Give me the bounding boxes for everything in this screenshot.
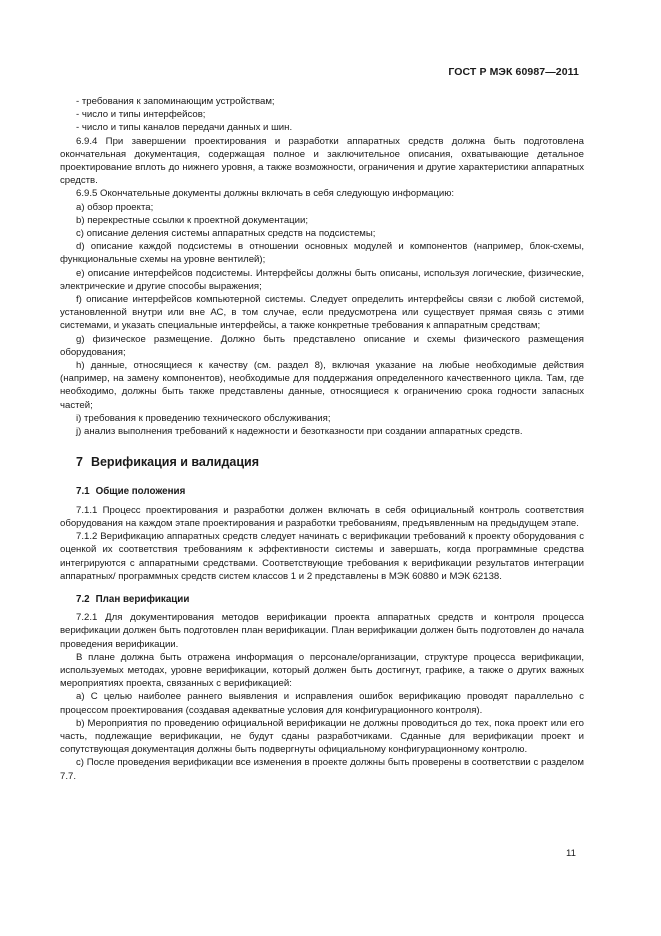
list-item: - число и типы каналов передачи данных и шин. (76, 122, 293, 134)
paragraph-7-1-1: 7.1.1 Процесс проектирования и разработки должен включать в себя официальный контроль соответствия оборудования на каждом этапе проектирования и разработки требованиям, предъявленным на предыдущем этапе. (60, 504, 584, 529)
list-item: - число и типы интерфейсов; (76, 109, 206, 121)
paragraph-7-2-1: 7.2.1 Для документирования методов верификации проекта аппаратных средств и контроля процесса верификации должен быть подготовлен план верификации. План верификации должен быть подготовлен до начала проведения верификации. (60, 612, 584, 650)
page-content (60, 95, 584, 783)
section-number: 7 (76, 455, 83, 470)
list-item: a) обзор проекта; (76, 201, 154, 213)
subsection-heading-7-2 (76, 593, 584, 606)
list-item: c) описание деления системы аппаратных средств на подсистемы; (76, 228, 376, 240)
list-item: h) данные, относящиеся к качеству (см. раздел 8), включая указание на любые необходимые действия (например, на замену компонентов), необходимые для поддержания определенного качественного цикла. Там, где необходимо, должны быть также представлены данные, относящиеся к ограничению срока годности запасных частей; (60, 360, 584, 411)
list-item: i) требования к проведению технического обслуживания; (76, 412, 331, 424)
paragraph-6-9-5: 6.9.5 Окончательные документы должны включать в себя следующую информацию: (76, 188, 455, 200)
list-item: j) анализ выполнения требований к надежности и безотказности при создании аппаратных средств. (76, 426, 523, 438)
subsection-title: Общие положения (95, 486, 186, 498)
document-header: ГОСТ Р МЭК 60987—2011 (448, 66, 579, 78)
list-item: - требования к запоминающим устройствам; (76, 96, 275, 107)
section-heading-7 (76, 456, 584, 469)
subsection-title: План верификации (95, 593, 190, 605)
list-item: g) физическое размещение. Должно быть представлено описание и схемы физического размещения оборудования; (60, 333, 584, 358)
list-item: c) После проведения верификации все изменения в проекте должны быть проверены в соответствии с разделом 7.7. (60, 757, 584, 782)
list-item: b) перекрестные ссылки к проектной документации; (76, 214, 309, 226)
list-item: d) описание каждой подсистемы в отношении основных модулей и компонентов (например, блок-схемы, функциональные схемы на уровне вентилей); (60, 241, 584, 266)
list-item: b) Мероприятия по проведению официальной верификации не должны проводиться до тех, пока проект или его часть, подлежащие верификации, не будут сданы разработчиками. Сданные для верификации проект и сопутствующая документация должны быть подвергнуты официальному конфигурационному контролю. (60, 717, 584, 756)
subsection-heading-7-1 (76, 485, 584, 498)
paragraph-6-9-4: 6.9.4 При завершении проектирования и разработки аппаратных средств должна быть подготовлена окончательная документация, содержащая полное и заключительное описания, охватывающие детальное проектирование вплоть до нижнего уровня, а также возможности, ограничения и другие характеристики аппаратных средств. (60, 135, 584, 187)
section-title: Верификация и валидация (90, 455, 260, 470)
paragraph-7-1-2: 7.1.2 Верификацию аппаратных средств следует начинать с верификации требований к проекту оборудования с оценкой их соответствия требованиям к эффективности системы и завершать, когда программные средства интегрируются с аппаратными средствами. Соответствующие требования к верификации результатов интеграции аппаратных/ программных средств систем классов 1 и 2 представлены в МЭК 60880 и МЭК 62138. (60, 531, 584, 582)
list-item: f) описание интерфейсов компьютерной системы. Следует определить интерфейсы связи с любой системой, установленной внутри или вне АС, в том случае, если предусмотрена или существует прямая связь с этими системами, и указать специальные интерфейсы, а также конкретные требования к аппаратным средствам; (60, 294, 584, 332)
paragraph-plan: В плане должна быть отражена информация о персонале/организации, структуре процесса верификации, используемых методах, уровне верификации, который должен быть достигнут, графике, а также о других важных мероприятиях проекта, связанных с верификацией: (60, 651, 584, 690)
subsection-number: 7.2 (76, 593, 90, 605)
page-number: 11 (566, 848, 576, 859)
subsection-number: 7.1 (76, 486, 90, 498)
list-item: e) описание интерфейсов подсистемы. Интерфейсы должны быть описаны, используя логические, физические, электрические и другие способы выражения; (60, 267, 584, 292)
list-item: a) С целью наиболее раннего выявления и исправления ошибок верификацию проводят параллельно с процессом проектирования (создавая адекватные условия для конфигурационного контроля). (60, 691, 584, 716)
